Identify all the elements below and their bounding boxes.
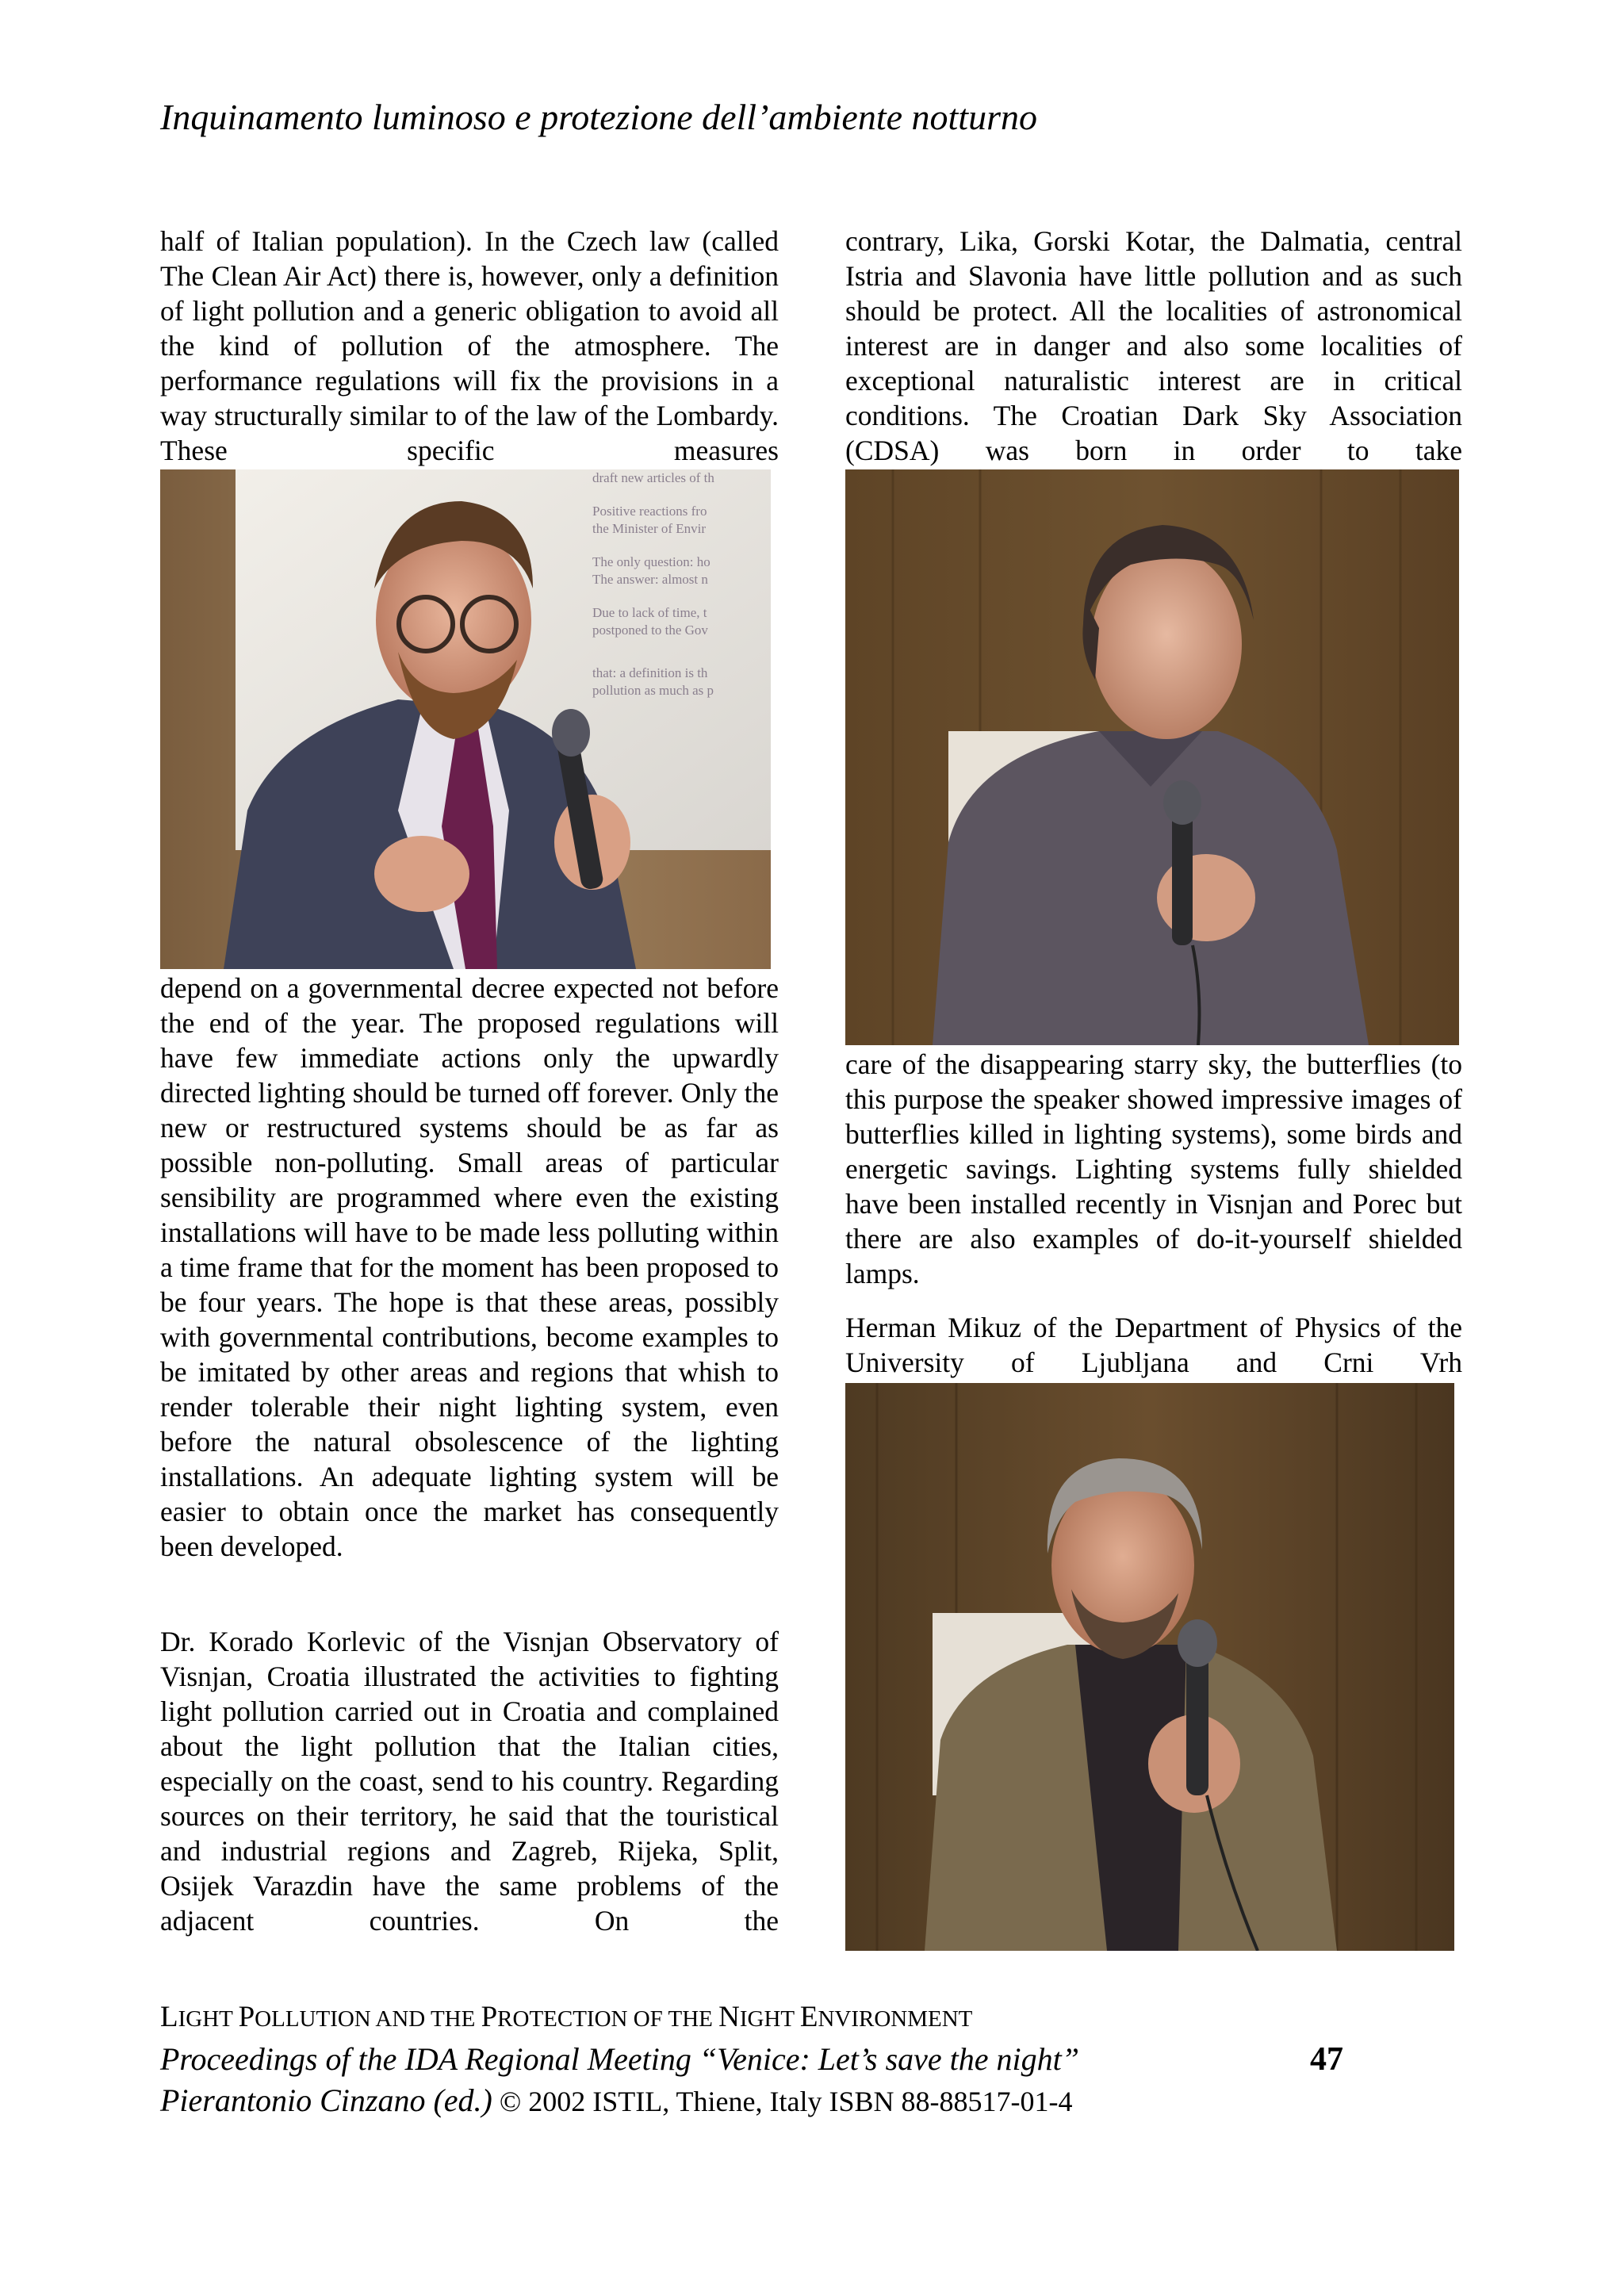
page-number: 47 xyxy=(1310,2041,1343,2078)
svg-text:The answer: almost n: The answer: almost n xyxy=(592,572,708,587)
right-paragraph-1: contrary, Lika, Gorski Kotar, the Dalmatia, central Istria and Slavonia have little pollution and as such should be protect. All the localities of astronomical interest are in danger and also some localities of exceptional naturalistic interest are in critical conditions. The Croatian Dark Sky Association (CDSA) was born in order to take xyxy=(845,225,1462,466)
photo-speaker-korlevic xyxy=(845,469,1459,1045)
running-title: Inquinamento luminoso e protezione dell’ambiente notturno xyxy=(160,97,1037,137)
svg-text:Due to lack of time, t: Due to lack of time, t xyxy=(592,605,707,620)
svg-text:Positive reactions fro: Positive reactions fro xyxy=(592,504,707,519)
footer-editor: Pierantonio Cinzano (ed.) xyxy=(160,2082,492,2118)
left-paragraph-1: half of Italian population). In the Czech law (called The Clean Air Act) there is, however, only a definition of light pollution and a generic obligation to avoid all the kind of pollution of the atmosphere. The performance regulations will fix the provisions in a way structurally similar to of the law of the Lombardy. These specific measures xyxy=(160,225,779,466)
right-paragraph-2: care of the disappearing starry sky, the butterflies (to this purpose the speaker showed impressive images of butterflies killed in lighting systems), some birds and energetic savings. Lighting systems fully shielded have been installed recently in Visnjan and Porec but there are also examples of do-it-yourself shielded lamps. xyxy=(845,1048,1462,1289)
left-paragraph-2: depend on a governmental decree expected not before the end of the year. The proposed regulations will have few immediate actions only the upwardly directed lighting should be turned off forever. Only the new or restructured systems should be as far as possible non-polluting. Small areas of particular sensibility are programmed where even the existing installations will have to be made less polluting within a time frame that for the moment has been proposed to be four years. The hope is that these areas, possibly with governmental contributions, become examples to be imitated by other areas and regions that whish to render tolerable their night lighting system, even before the natural obsolescence of the lighting installations. An adequate lighting system will be easier to obtain once the market has consequently been developed. xyxy=(160,972,779,1562)
svg-text:the Minister of Envir: the Minister of Envir xyxy=(592,521,707,536)
svg-text:draft new articles of th: draft new articles of th xyxy=(592,470,714,485)
svg-text:postponed to the Gov: postponed to the Gov xyxy=(592,623,708,638)
svg-text:The only question: ho: The only question: ho xyxy=(592,554,710,569)
photo-speaker-mikuz xyxy=(845,1383,1454,1951)
footer-proceedings: Proceedings of the IDA Regional Meeting “Venice: Let’s save the night” xyxy=(160,2041,1080,2077)
right-paragraph-3: Herman Mikuz of the Department of Physics of the University of Ljubljana and Crni Vrh xyxy=(845,1312,1462,1378)
footer-copyright: © 2002 ISTIL, Thiene, Italy ISBN 88-88517-01-4 xyxy=(492,2086,1073,2117)
footer-editor-line xyxy=(160,2083,1072,2119)
svg-text:that: a definition is th: that: a definition is th xyxy=(592,665,708,680)
footer-book-title: LIGHT POLLUTION AND THE PROTECTION OF THE NIGHT ENVIRONMENT xyxy=(160,2001,973,2033)
photo-speaker-czech-law xyxy=(160,469,771,969)
svg-text:pollution as much as p: pollution as much as p xyxy=(592,683,714,698)
left-paragraph-3: Dr. Korado Korlevic of the Visnjan Observatory of Visnjan, Croatia illustrated the activities to fighting light pollution carried out in Croatia and complained about the light pollution that the Italian cities, especially on the coast, send to his country. Regarding sources on their territory, he said that the touristical and industrial regions and Zagreb, Rijeka, Split, Osijek Varazdin have the same problems of the adjacent countries. On the xyxy=(160,1626,779,1937)
